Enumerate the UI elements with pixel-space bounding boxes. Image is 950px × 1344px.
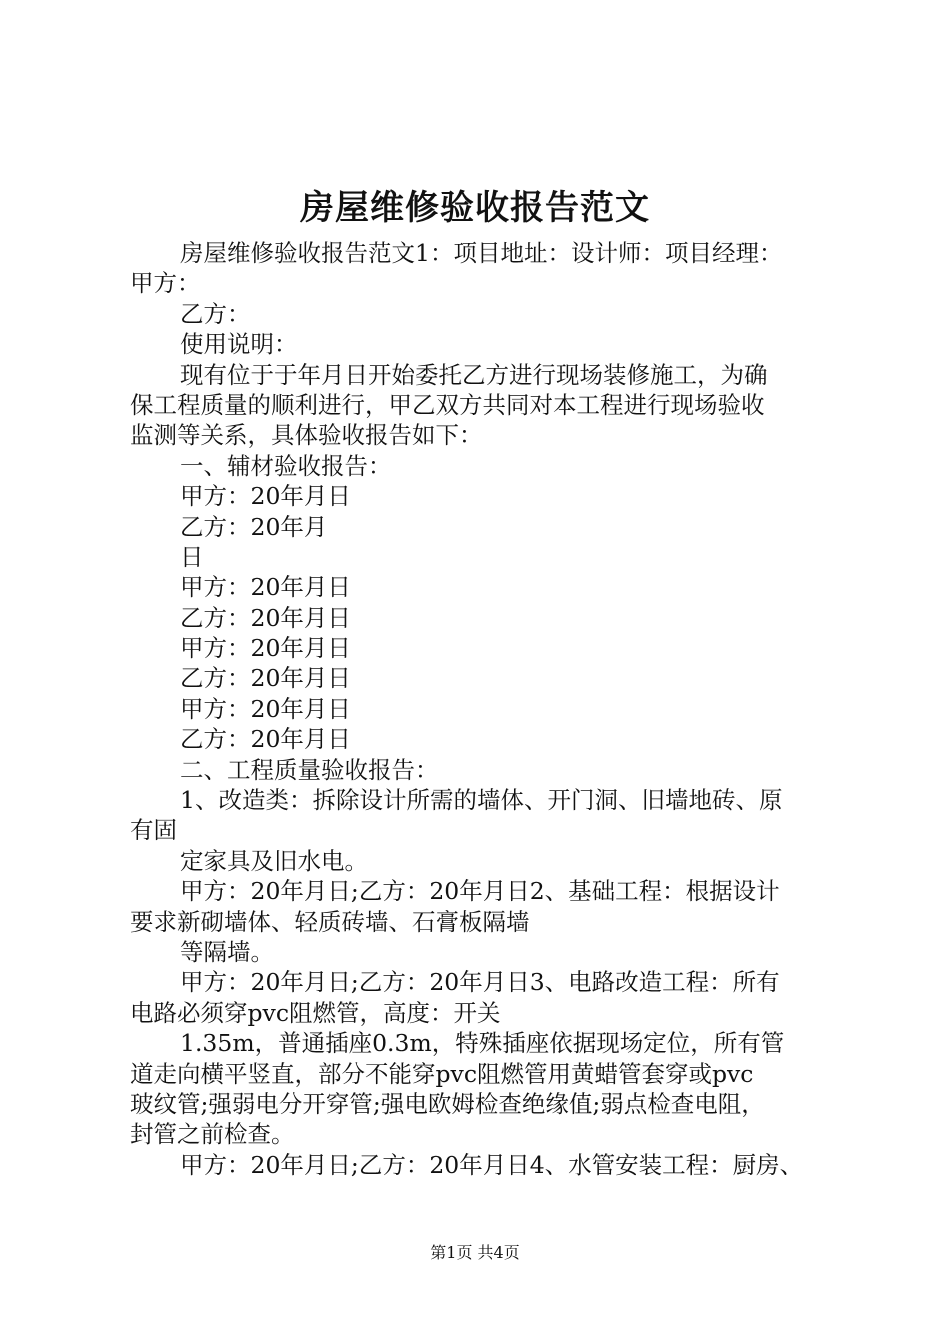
document-title: 房屋维修验收报告范文: [300, 188, 650, 228]
text-line: 有固: [130, 816, 177, 845]
text-line: 保工程质量的顺利进行，甲乙双方共同对本工程进行现场验收: [130, 390, 765, 419]
text-line: 甲方：20年月日: [180, 634, 351, 663]
text-line: 甲方：20年月日;乙方：20年月日3、电路改造工程：所有: [180, 968, 780, 997]
text-line: 玻纹管;强弱电分开穿管;强电欧姆检查绝缘值;弱点检查电阻，: [130, 1089, 765, 1118]
page-footer: 第1页 共4页: [430, 1243, 520, 1262]
text-line: 一、辅材验收报告：: [180, 451, 392, 480]
text-line: 二、工程质量验收报告：: [180, 755, 439, 784]
text-line: 使用说明：: [180, 330, 298, 359]
text-line: 1.35m，普通插座0.3m，特殊插座依据现场定位，所有管: [180, 1029, 785, 1058]
text-line: 房屋维修验收报告范文1：项目地址：设计师：项目经理：: [180, 239, 783, 267]
text-line: 监测等关系，具体验收报告如下：: [130, 421, 483, 450]
text-line: 甲方：20年月日;乙方：20年月日4、水管安装工程：厨房、: [180, 1150, 804, 1179]
text-line: 定家具及旧水电。: [180, 846, 368, 875]
text-line: 现有位于于年月日开始委托乙方进行现场装修施工，为确: [180, 360, 768, 389]
text-line: 乙方：20年月日: [180, 725, 351, 754]
text-line: 甲方：20年月日: [180, 694, 351, 723]
text-line: 电路必须穿pvc阻燃管，高度：开关: [130, 998, 501, 1027]
text-line: 甲方：20年月日: [180, 573, 351, 602]
text-line: 封管之前检查。: [130, 1120, 295, 1149]
text-line: 乙方：20年月日: [180, 664, 351, 693]
document-body: [130, 238, 850, 1180]
text-line: 甲方：: [130, 269, 201, 298]
text-line: 1、改造类：拆除设计所需的墙体、开门洞、旧墙地砖、原: [180, 786, 783, 815]
text-line: 道走向横平竖直，部分不能穿pvc阻燃管用黄蜡管套穿或pvc: [130, 1059, 754, 1088]
text-line: 等隔墙。: [180, 937, 274, 966]
text-line: 乙方：20年月日: [180, 603, 351, 632]
text-line: 甲方：20年月日;乙方：20年月日2、基础工程：根据设计: [180, 877, 780, 906]
text-line: 乙方：: [180, 299, 251, 328]
text-line: 乙方：20年月: [180, 512, 328, 541]
text-line: 要求新砌墙体、轻质砖墙、石膏板隔墙: [130, 907, 530, 936]
text-line: 甲方：20年月日: [180, 482, 351, 511]
text-line: 日: [180, 542, 204, 571]
